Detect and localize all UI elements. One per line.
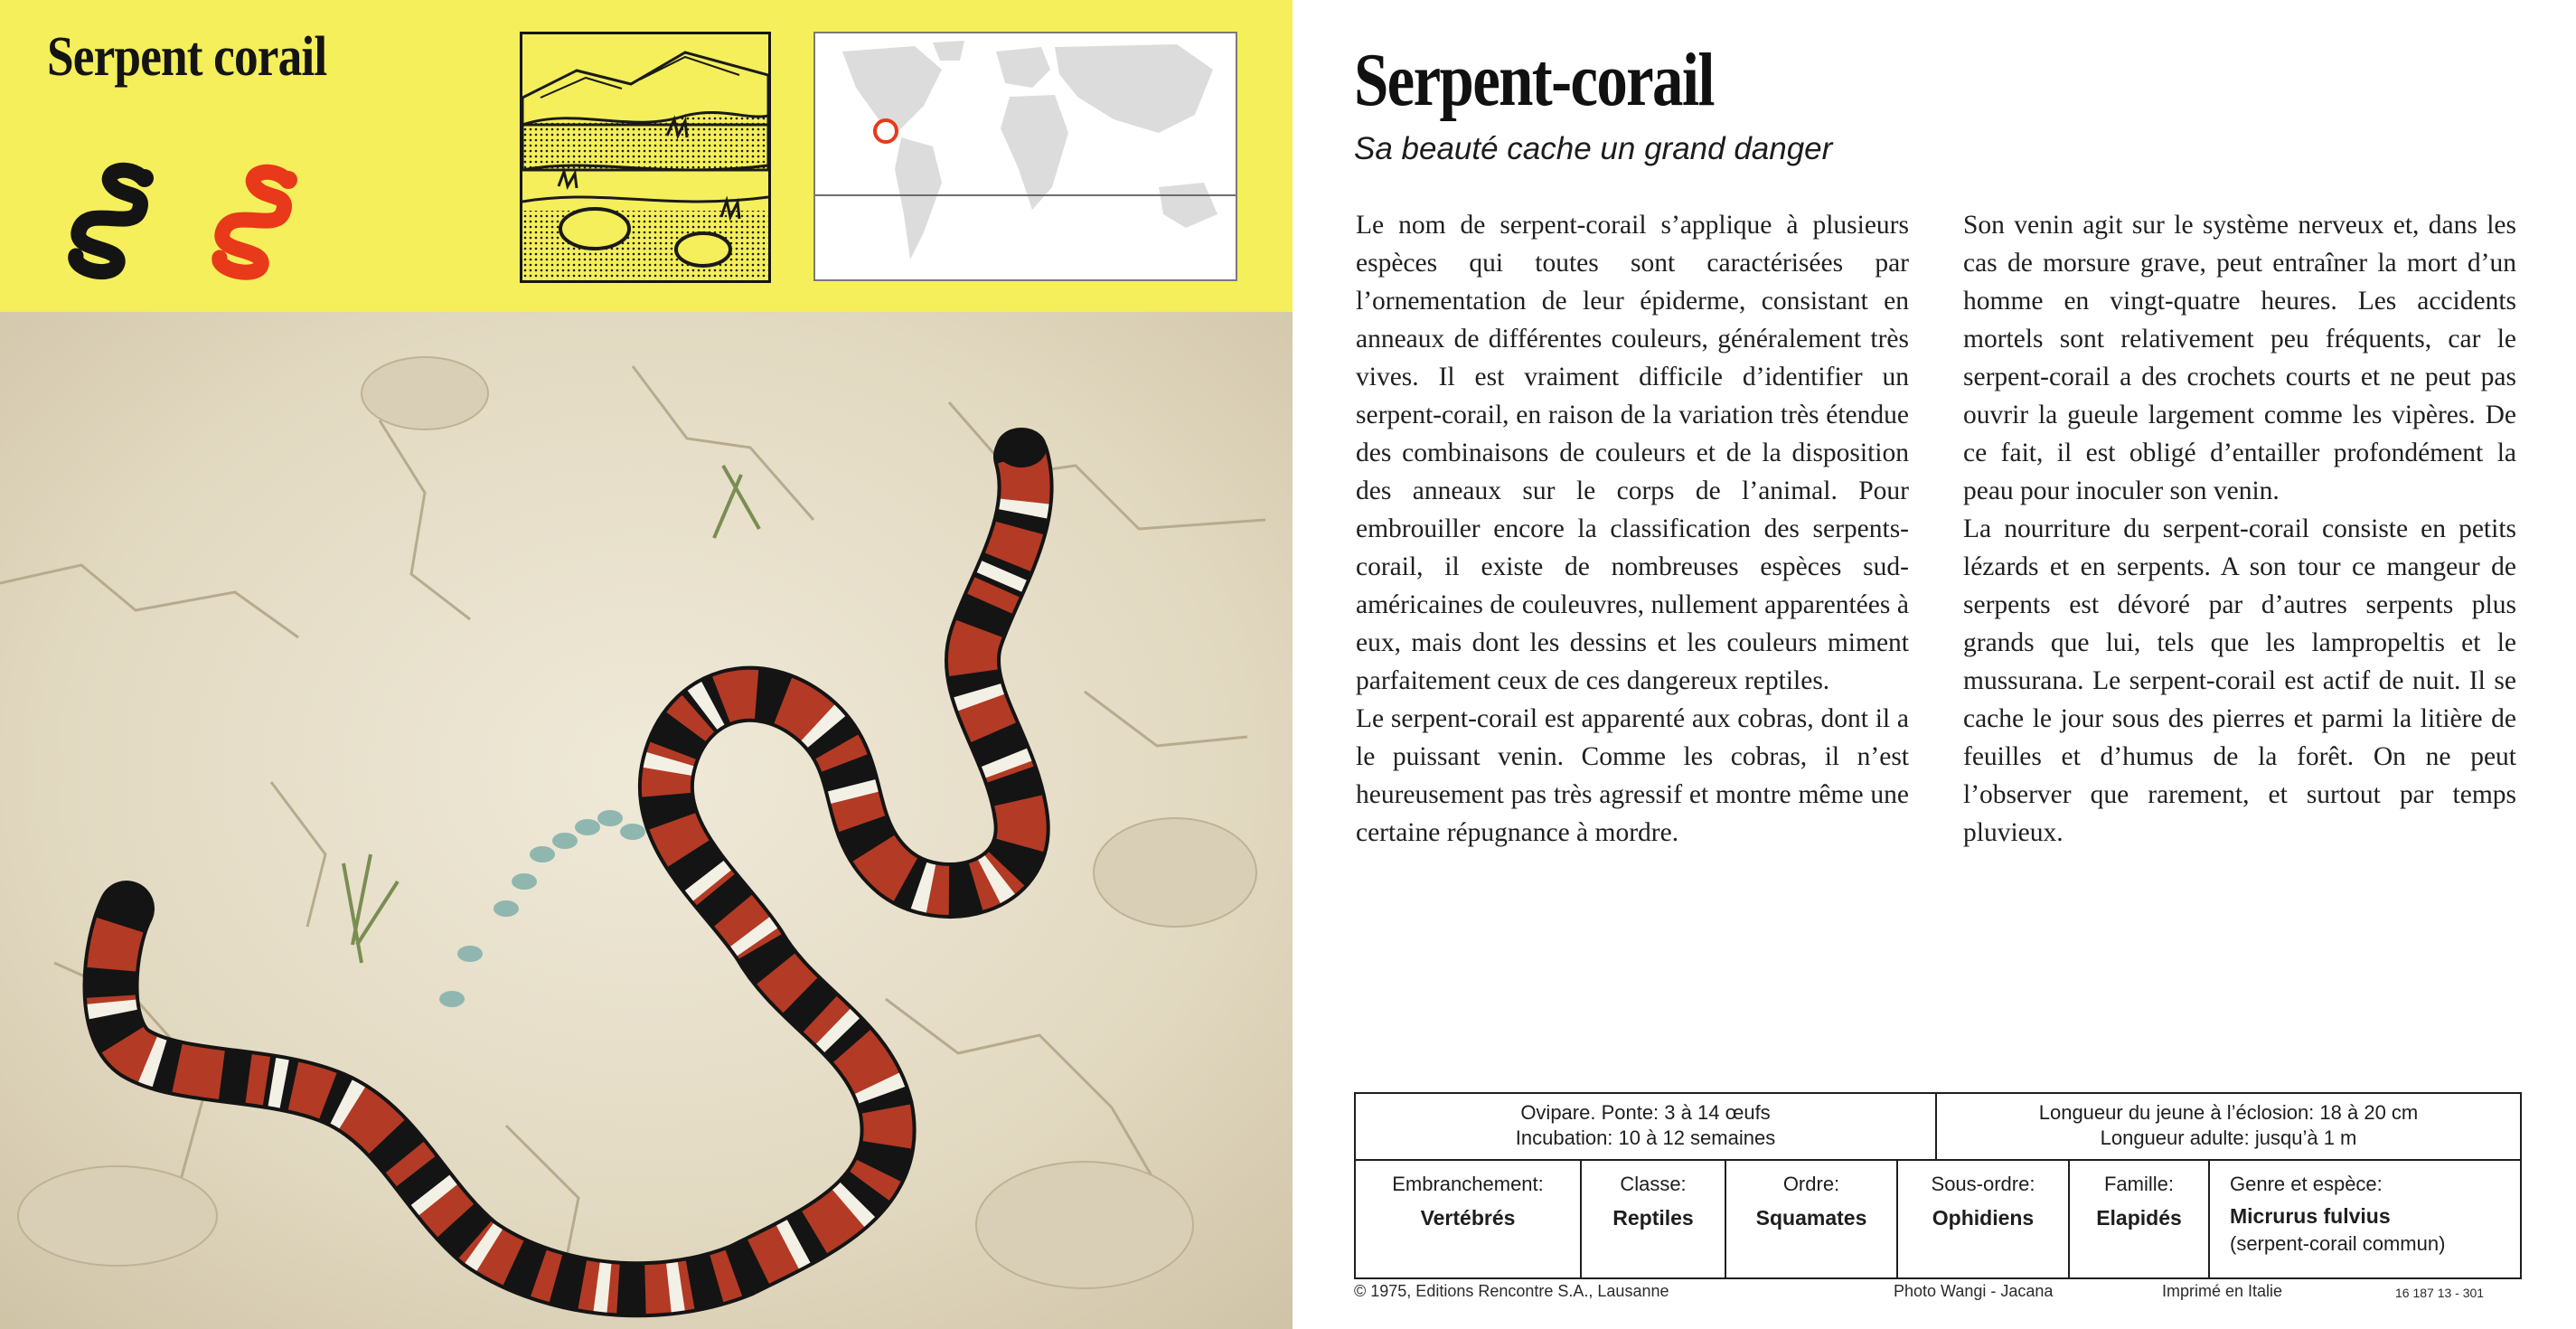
taxonomy-value: Vertébrés	[1420, 1206, 1516, 1230]
reproduction-line: Ovipare. Ponte: 3 à 14 œufs	[1520, 1101, 1771, 1124]
snake-black-icon	[45, 158, 172, 285]
footer-printed: Imprimé en Italie	[2162, 1282, 2283, 1300]
taxonomy-common-name: (serpent-corail commun)	[2230, 1232, 2446, 1255]
paragraph: Le nom de serpent-corail s’applique à plusieurs espèces qui toutes sont caractérisées par l’ornementation de leur épiderme, consistant en anneaux de différentes couleurs, généralement très vives. Il est vraiment difficile d’identifier un serpent-corail, en raison de la variation très étendue des combinaisons de couleurs et de la disposition des anneaux sur le corps de l’animal. Pour embrouiller encore la classification des serpents-corail, il existe de nombreuses espèces sud-américaines de couleuvres, nullement apparentées à eux, mais dont les dessins et les couleurs miment parfaitement ceux de ces dangereux reptiles.	[1356, 211, 1909, 695]
length-cell	[1937, 1094, 2520, 1159]
distribution-map	[813, 32, 1237, 281]
taxonomy-value: Reptiles	[1612, 1206, 1694, 1230]
taxonomy-value: Elapidés	[2096, 1206, 2182, 1230]
taxonomy-label: Sous-ordre:	[1931, 1173, 2035, 1195]
world-map-icon	[815, 33, 1236, 279]
taxonomy-famille	[2070, 1161, 2210, 1277]
paragraph: Son venin agit sur le système nerveux et, dans les cas de morsure grave, peut entraîner la mort d’un homme en vingt-quatre heures. Les accidents mortels sont relativement peu fréquents, car le serpent-corail a des crochets courts et ne peut pas ouvrir la gueule largement comme les vipères. De ce fait, il est obligé d’entailler profondément la peau pour inoculer son venin.	[1963, 211, 2516, 505]
taxonomy-genre-espece	[2210, 1161, 2520, 1277]
habitat-illustration	[520, 32, 771, 283]
snake-photo	[0, 312, 1293, 1329]
card-title: Serpent corail	[47, 26, 327, 88]
footer-copyright: © 1975, Editions Rencontre S.A., Lausanne	[1354, 1282, 1669, 1300]
desert-habitat-icon	[522, 34, 768, 280]
page-title: Serpent-corail	[1354, 38, 1714, 122]
info-row-biology	[1356, 1094, 2520, 1161]
map-divider	[815, 194, 1236, 196]
page-subtitle: Sa beauté cache un grand danger	[1354, 131, 1833, 166]
taxonomy-value: Ophidiens	[1932, 1206, 2035, 1230]
taxonomy-label: Classe:	[1620, 1173, 1687, 1195]
taxonomy-classe	[1582, 1161, 1726, 1277]
taxonomy-label: Ordre:	[1782, 1173, 1840, 1195]
taxonomy-ordre	[1726, 1161, 1898, 1277]
taxonomy-value: Squamates	[1755, 1206, 1867, 1230]
text-column-1	[1356, 206, 1909, 852]
snake-red-icon	[185, 158, 312, 285]
taxonomy-label: Famille:	[2103, 1173, 2174, 1195]
taxonomy-label: Genre et espèce:	[2230, 1173, 2383, 1195]
taxonomy-embranchement	[1356, 1161, 1582, 1277]
adult-length-line: Longueur adulte: jusqu’à 1 m	[2100, 1126, 2357, 1149]
text-column-2	[1963, 206, 2516, 852]
info-row-taxonomy	[1356, 1161, 2520, 1277]
info-table	[1354, 1092, 2522, 1279]
right-card	[1293, 0, 2576, 1329]
footer-photo-credit: Photo Wangi - Jacana	[1894, 1282, 2054, 1300]
reproduction-cell	[1356, 1094, 1937, 1159]
incubation-line: Incubation: 10 à 12 semaines	[1515, 1126, 1776, 1149]
coral-snake-photo	[0, 312, 1293, 1329]
paragraph: Le serpent-corail est apparenté aux cobras, dont il a le puissant venin. Comme les cobras, il n’est heureusement pas très agressif et montre même une certaine répugnance à mordre.	[1356, 704, 1909, 847]
taxonomy-sous-ordre	[1898, 1161, 2070, 1277]
juvenile-length-line: Longueur du jeune à l’éclosion: 18 à 20 cm	[2038, 1101, 2419, 1124]
footer-code: 16 187 13 - 301	[2395, 1286, 2485, 1300]
paragraph: La nourriture du serpent-corail consiste en petits lézards et en serpents. A son tour ce mangeur de serpents est dévoré par d’autres serpents plus grands que lui, tels que les lampropeltis et le mussurana. Le serpent-corail est actif de nuit. Il se cache le jour sous des pierres et parmi la litière de feuilles et d’humus de la forêt. On ne peut l’observer que rarement, et surtout par temps pluvieux.	[1963, 514, 2516, 847]
taxonomy-value: Micrurus fulvius	[2230, 1204, 2391, 1228]
taxonomy-label: Embranchement:	[1392, 1173, 1544, 1195]
